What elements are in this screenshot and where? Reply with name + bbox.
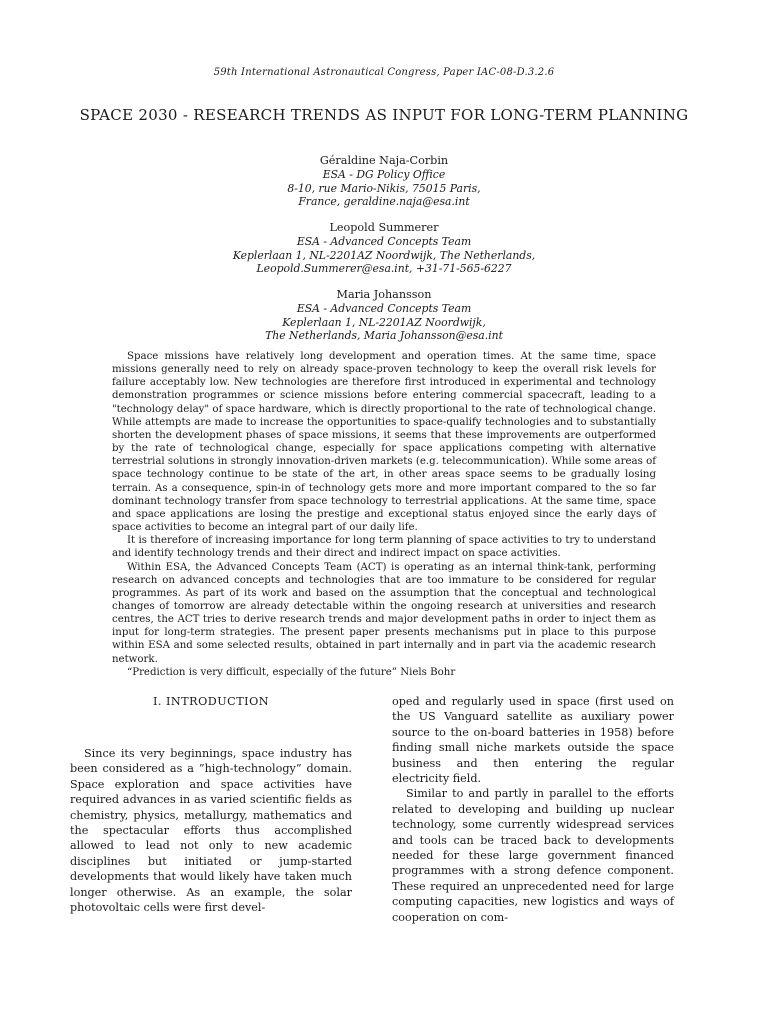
section-heading: I. INTRODUCTION [152,695,270,708]
abstract [112,350,656,679]
author-block-2 [0,221,768,276]
author-affiliation-line: Keplerlaan 1, NL-2201AZ Noordwijk, The Netherlands, [232,248,536,262]
conference-header: 59th International Astronautical Congress, Paper IAC-08-D.3.2.6 [213,67,555,78]
author-affiliation-line: ESA - Advanced Concepts Team [296,234,472,248]
body-paragraph: oped and regularly used in space (first used on the US Vanguard satellite as auxiliary power source to the on-board batteries in 1958) before finding small niche markets outside the space business and then entering the regular electricity field. [392,695,674,786]
abstract-paragraph: Within ESA, the Advanced Concepts Team (ACT) is operating as an internal think-tank, performing research on advanced concepts and technologies that are too immature to be considered for regular programmes. As part of its work and based on the assumption that the conceptual and technological changes of tomorrow are already detectable within the ongoing research at universities and research centres, the ACT tries to derive research trends and major development paths in order to inject them as input for long-term strategies. The present paper presents mechanisms put in place to this purpose within ESA and some selected results, obtained in part internally and in part via the academic research network. [112,561,656,665]
author-affiliation-line: Keplerlaan 1, NL-2201AZ Noordwijk, [282,315,486,329]
author-affiliation-line: Leopold.Summerer@esa.int, +31-71-565-6227 [256,262,512,276]
author-name: Géraldine Naja-Corbin [319,154,449,167]
author-affiliation-line: The Netherlands, Maria Johansson@esa.int [265,329,503,343]
author-block-1 [0,154,768,209]
body-paragraph: Similar to and partly in parallel to the efforts related to developing and building up nuclear technology, some currently widespread services and tools can be traced back to developments needed for these large government financed programmes with a strong defence component. These required an unprecedented need for large computing capacities, new logistics and ways of cooperation on com- [392,787,674,924]
author-affiliation-line: 8-10, rue Mario-Nikis, 75015 Paris, [287,181,481,195]
body-column-left [70,694,352,915]
abstract-paragraph: It is therefore of increasing importance for long term planning of space activities to try to understand and identify technology trends and their direct and indirect impact on space activities. [112,535,656,560]
author-name: Maria Johansson [336,288,432,301]
author-block-3 [0,288,768,343]
abstract-quote: “Prediction is very difficult, especially of the future” Niels Bohr [127,666,456,678]
paper-title: SPACE 2030 - RESEARCH TRENDS AS INPUT FOR LONG-TERM PLANNING [79,106,689,124]
body-paragraph: Since its very beginnings, space industry has been considered as a ”high-technology” domain. Space exploration and space activities have required advances in as varied scientific fields as chemistry, physics, metallurgy, mathematics and the spectacular efforts thus accomplished allowed to lead not only to new academic disciplines but initiated or jump-started developments that would likely have taken much longer otherwise. As an example, the solar photovoltaic cells were first devel- [70,747,352,915]
author-name: Leopold Summerer [329,221,439,234]
body-column-right [392,694,674,925]
author-affiliation-line: France, geraldine.naja@esa.int [298,195,470,209]
author-affiliation-line: ESA - Advanced Concepts Team [296,301,472,315]
abstract-paragraph: Space missions have relatively long development and operation times. At the same time, space missions generally need to rely on already space-proven technology to keep the overall risk levels for failure acceptably low. New technologies are therefore first introduced in experimental and technology demonstration programmes or science missions before entering commercial spacecraft, leading to a "technology delay" of space hardware, which is directly proportional to the rate of technological change. While attempts are made to increase the opportunities to space-qualify technologies and to substantially shorten the development phases of space missions, it seems that these improvements are outperformed by the rate of technological change, especially for space applications competing with alternative terrestrial solutions in strongly innovation-driven markets (e.g. telecommunication). While some areas of space technology continue to be state of the art, in other areas space seems to be gradually losing terrain. As a consequence, spin-in of technology gets more and more important compared to the so far dominant technology transfer from space technology to terrestrial applications. At the same time, space and space applications are losing the prestige and exceptional status enjoyed since the early days of space activities to become an integral part of our daily life. [112,351,656,534]
author-affiliation-line: ESA - DG Policy Office [322,167,446,181]
